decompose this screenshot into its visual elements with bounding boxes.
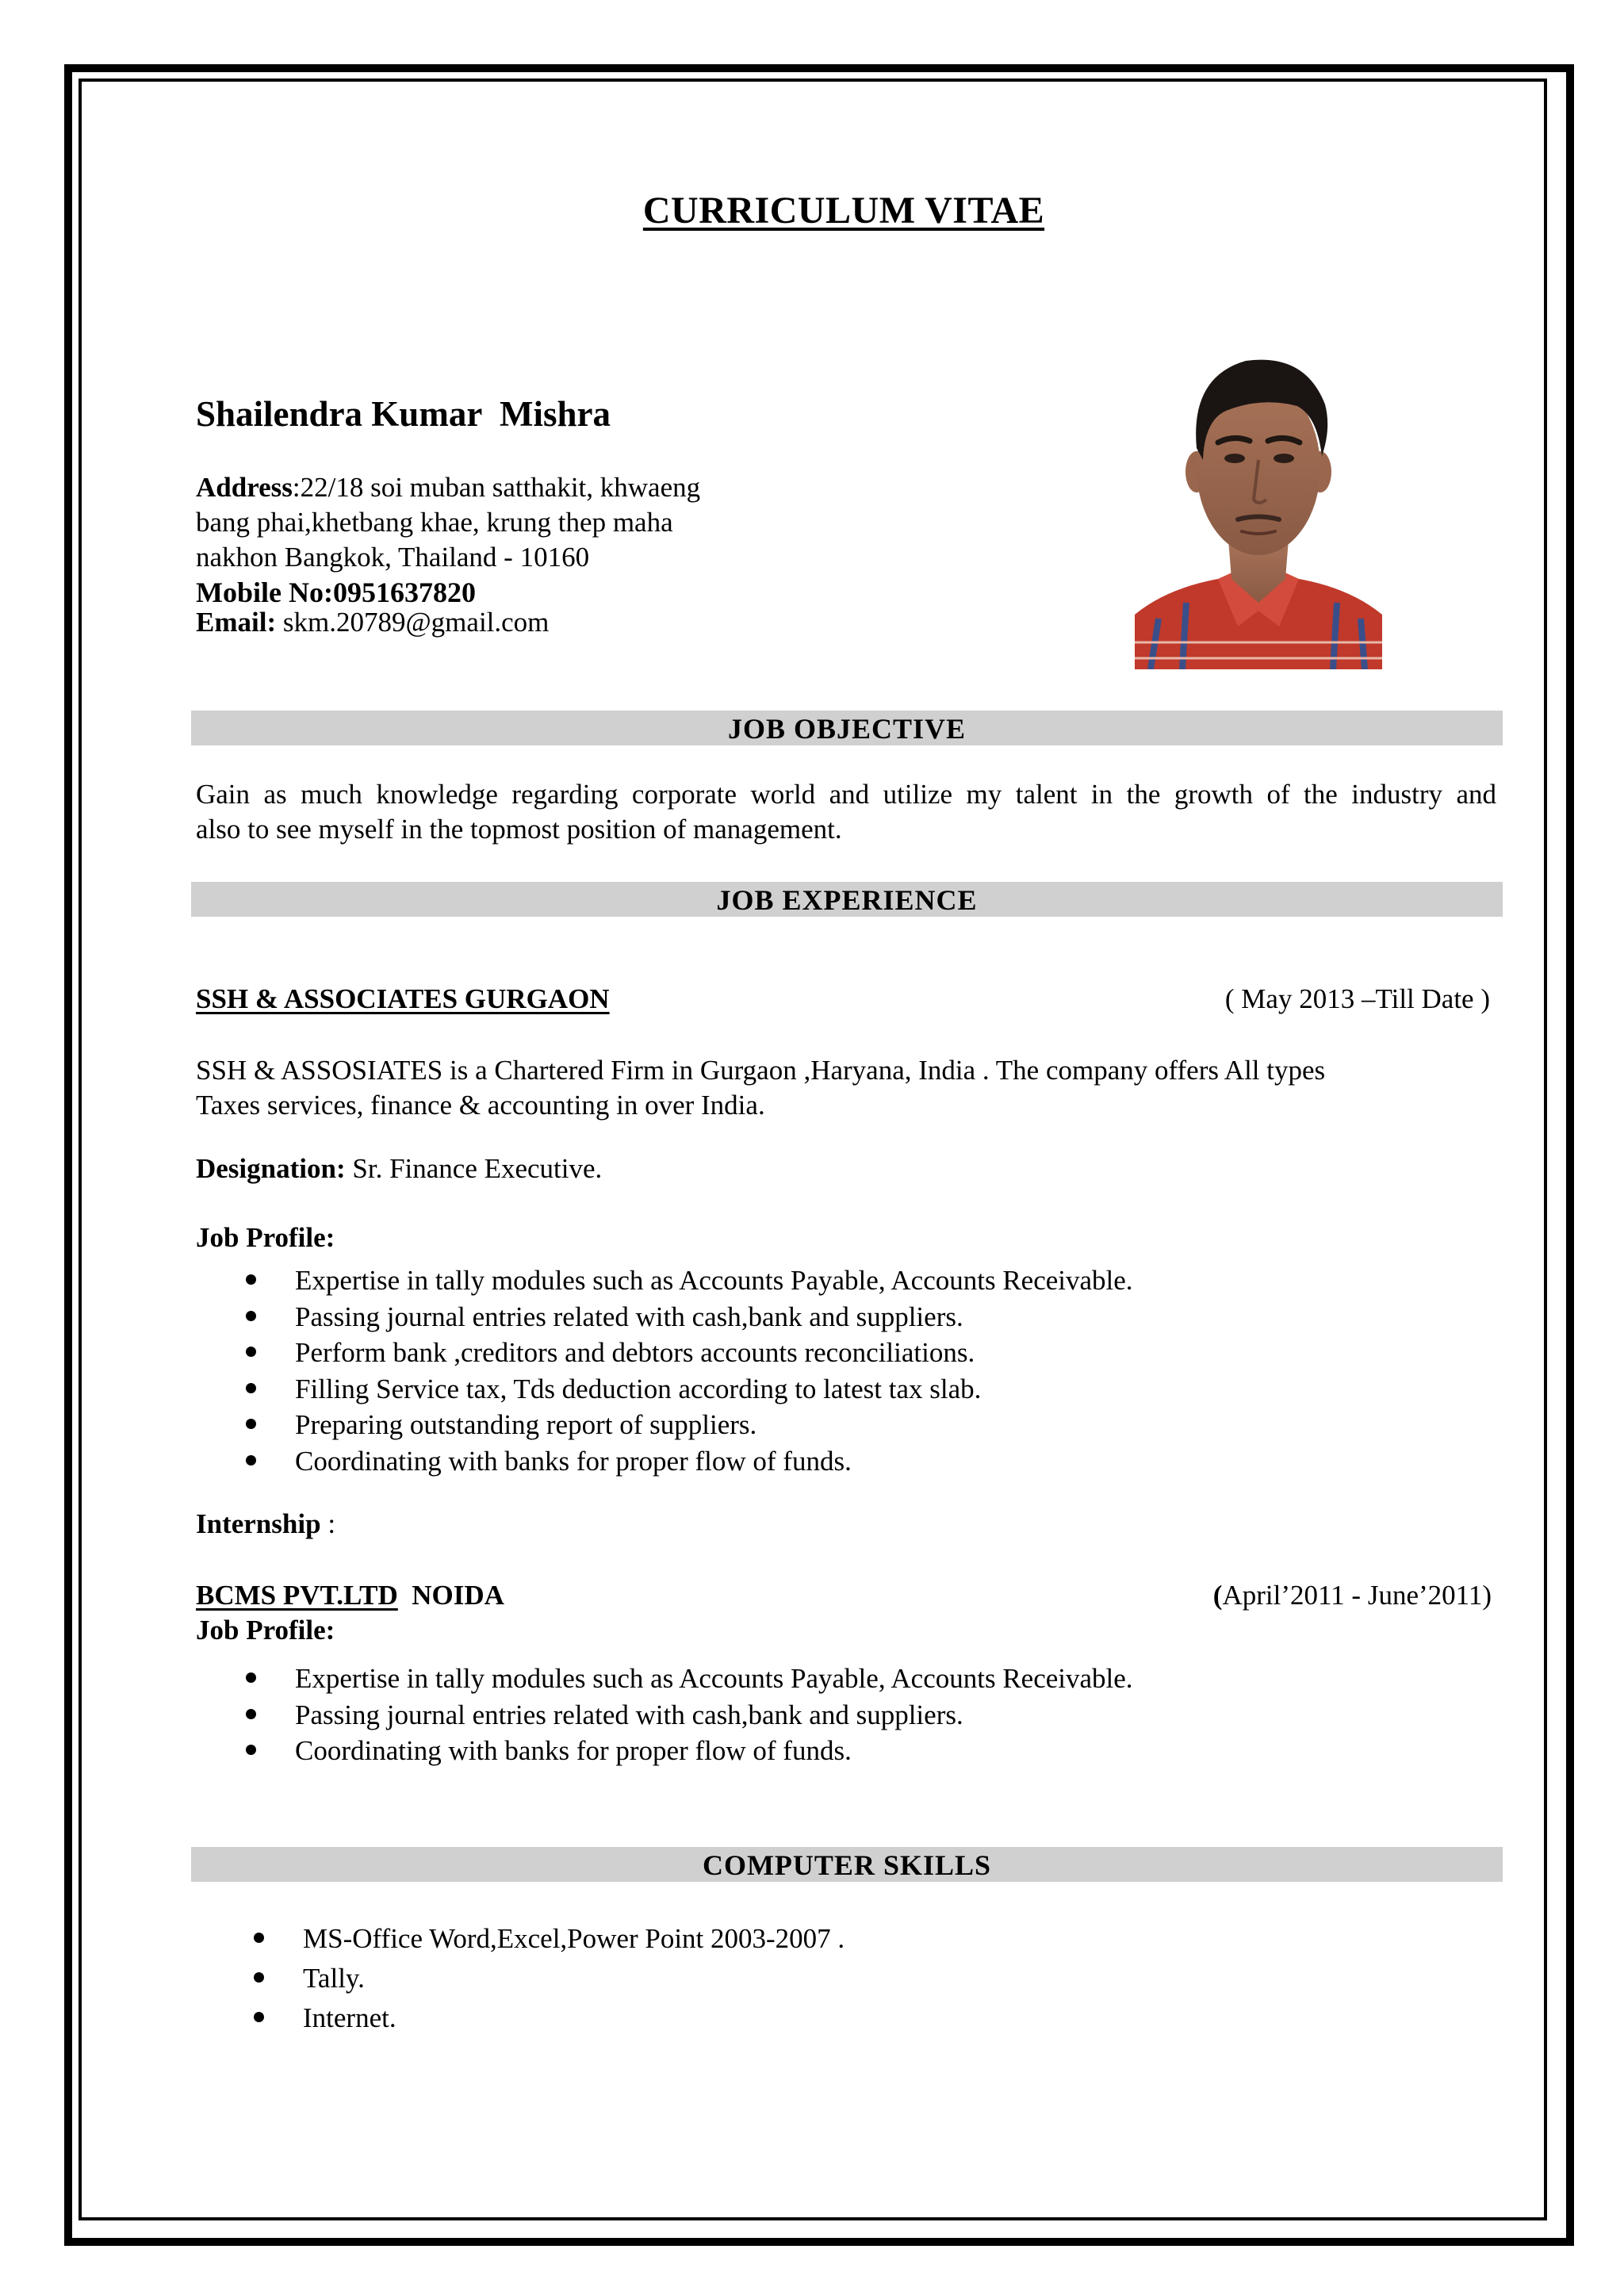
candidate-name: Shailendra Kumar Mishra bbox=[196, 394, 611, 434]
designation bbox=[196, 1153, 602, 1185]
list-item bbox=[246, 1299, 1133, 1335]
duty-text: Expertise in tally modules such as Accounts Payable, Accounts Receivable. bbox=[295, 1663, 1133, 1694]
section-header-job-objective: JOB OBJECTIVE bbox=[191, 711, 1503, 745]
duty-text: Filling Service tax, Tds deduction according to latest tax slab. bbox=[295, 1373, 982, 1404]
email-address: skm.20789@gmail.com bbox=[276, 607, 550, 638]
list-item bbox=[246, 1697, 1133, 1734]
bullet-icon bbox=[254, 1933, 264, 1943]
internship-label: Internship bbox=[196, 1508, 321, 1539]
designation-label: Designation: bbox=[196, 1153, 346, 1184]
job-description-line-2: Taxes services, finance & accounting in over India. bbox=[196, 1090, 765, 1121]
bullet-icon bbox=[254, 2012, 264, 2022]
address-line-2: bang phai,khetbang khae, krung thep maha bbox=[196, 507, 673, 538]
address-line-1 bbox=[196, 470, 783, 505]
duty-text: Passing journal entries related with cash,bank and suppliers. bbox=[295, 1301, 963, 1332]
list-item bbox=[246, 1443, 1133, 1480]
job-duties-list bbox=[246, 1262, 1133, 1479]
list-item bbox=[254, 1959, 845, 1998]
internship-profile-label: Job Profile: bbox=[196, 1615, 335, 1646]
address-text-1: :22/18 soi muban satthakit, khwaeng bbox=[292, 472, 701, 503]
bullet-icon bbox=[246, 1383, 256, 1393]
bullet-icon bbox=[246, 1347, 256, 1357]
section-header-computer-skills: COMPUTER SKILLS bbox=[191, 1847, 1503, 1882]
bullet-icon bbox=[246, 1419, 256, 1429]
internship-dates bbox=[1213, 1580, 1492, 1611]
list-item bbox=[246, 1733, 1133, 1769]
objective-line-1: Gain as much knowledge regarding corporate world and utilize my talent in the growth of the industry and bbox=[196, 779, 1496, 810]
skill-text: Tally. bbox=[303, 1963, 365, 1994]
duty-text: Coordinating with banks for proper flow of funds. bbox=[295, 1445, 852, 1477]
bullet-icon bbox=[246, 1745, 256, 1755]
designation-value: Sr. Finance Executive. bbox=[345, 1153, 603, 1184]
skill-text: Internet. bbox=[303, 2002, 396, 2033]
email-line bbox=[196, 607, 549, 638]
bullet-icon bbox=[246, 1455, 256, 1466]
document-title: CURRICULUM VITAE bbox=[642, 190, 1045, 232]
email-label: Email: bbox=[196, 607, 277, 638]
internship-location: NOIDA bbox=[397, 1580, 504, 1611]
bullet-icon bbox=[246, 1274, 256, 1285]
job-dates: ( May 2013 –Till Date ) bbox=[1224, 983, 1490, 1014]
computer-skills-list bbox=[254, 1919, 845, 2038]
list-item bbox=[246, 1661, 1133, 1697]
internship-profile-heading bbox=[196, 1615, 335, 1646]
bullet-icon bbox=[246, 1672, 256, 1683]
bullet-icon bbox=[254, 1972, 264, 1983]
bullet-icon bbox=[246, 1709, 256, 1719]
mobile-number: Mobile No:0951637820 bbox=[196, 577, 476, 608]
job-profile-heading bbox=[196, 1222, 335, 1254]
duty-text: Expertise in tally modules such as Accounts Payable, Accounts Receivable. bbox=[295, 1265, 1133, 1296]
job-company-name: SSH & ASSOCIATES GURGAON bbox=[196, 983, 610, 1014]
list-item bbox=[254, 1998, 845, 2038]
internship-dates-text: April’2011 - June’2011) bbox=[1222, 1580, 1492, 1611]
address-label: Address bbox=[196, 472, 293, 503]
profile-photo bbox=[1135, 341, 1382, 669]
address-block bbox=[196, 470, 783, 575]
list-item bbox=[254, 1919, 845, 1959]
list-item bbox=[246, 1407, 1133, 1443]
job-profile-label: Job Profile: bbox=[196, 1222, 335, 1253]
list-item bbox=[246, 1371, 1133, 1408]
list-item bbox=[246, 1262, 1133, 1299]
duty-text: Preparing outstanding report of suppliers. bbox=[295, 1409, 757, 1440]
duty-text: Coordinating with banks for proper flow of funds. bbox=[295, 1735, 852, 1766]
internship-dates-bracket: ( bbox=[1212, 1580, 1223, 1611]
section-header-job-experience: JOB EXPERIENCE bbox=[191, 882, 1503, 917]
internship-company: BCMS PVT.LTD bbox=[196, 1580, 398, 1611]
objective-line-2: also to see myself in the topmost position of management. bbox=[196, 814, 842, 845]
bullet-icon bbox=[246, 1311, 256, 1321]
list-item bbox=[246, 1335, 1133, 1371]
duty-text: Perform bank ,creditors and debtors accounts reconciliations. bbox=[295, 1337, 975, 1368]
address-line-3: nakhon Bangkok, Thailand - 10160 bbox=[196, 542, 590, 573]
duty-text: Passing journal entries related with cash,bank and suppliers. bbox=[295, 1699, 963, 1730]
internship-company-line bbox=[196, 1580, 504, 1611]
internship-heading bbox=[196, 1508, 335, 1540]
internship-label-suffix: : bbox=[320, 1508, 336, 1539]
job-description-line-1: SSH & ASSOSIATES is a Chartered Firm in Gurgaon ,Haryana, India . The company offers All types bbox=[196, 1055, 1326, 1086]
internship-duties-list bbox=[246, 1661, 1133, 1769]
skill-text: MS-Office Word,Excel,Power Point 2003-2007 . bbox=[303, 1923, 845, 1954]
